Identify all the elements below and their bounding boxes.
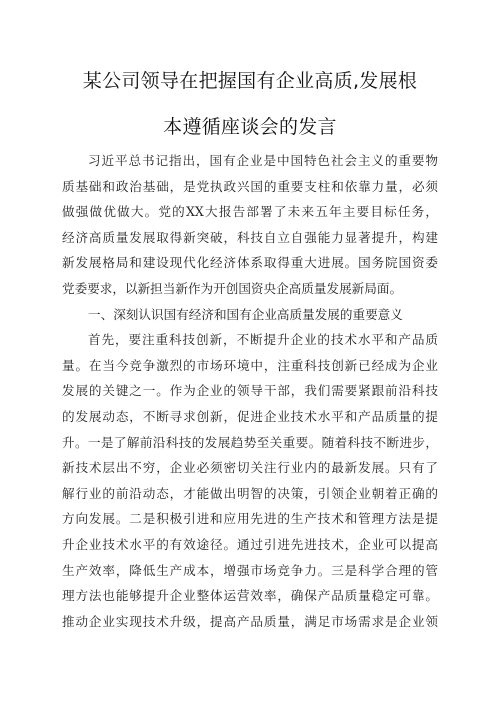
body-line: 的发展动态，不断寻求创新，促进企业技术水平和产品质量的提 <box>62 408 438 424</box>
body-line: 做强做优做大。党的XX大报告部署了未来五年主要目标任务， <box>62 204 438 220</box>
document-body <box>62 148 438 634</box>
body-line: 经济高质量发展取得新突破，科技自立自强能力显著提升，构建 <box>62 229 438 245</box>
body-line: 质基础和政治基础，是党执政兴国的重要支柱和依靠力量，必须 <box>62 178 438 194</box>
body-line: 升。一是了解前沿科技的发展趋势至关重要。随着科技不断进步， <box>62 434 438 450</box>
body-line: 习近平总书记指出，国有企业是中国特色社会主义的重要物 <box>88 153 438 168</box>
body-line: 新技术层出不穷，企业必须密切关注行业内的最新发展。只有了 <box>62 460 438 476</box>
body-line: 新发展格局和建设现代化经济体系取得重大进展。国务院国资委 <box>62 255 438 271</box>
body-line: 方向发展。二是积极引进和应用先进的生产技术和管理方法是提 <box>62 511 438 527</box>
body-line: 生产效率，降低生产成本，增强市场竞争力。三是科学合理的管 <box>62 562 438 578</box>
body-line: 解行业的前沿动态，才能做出明智的决策，引领企业朝着正确的 <box>62 485 438 501</box>
body-line: 党委要求，以新担当新作为开创国资央企高质量发展新局面。 <box>62 280 403 296</box>
body-line: 量。在当今竞争激烈的市场环境中，注重科技创新已经成为企业 <box>62 357 438 373</box>
body-line: 首先，要注重科技创新，不断提升企业的技术水平和产品质 <box>88 332 438 348</box>
document-title-line-2: 本遵循座谈会的发言 <box>163 116 337 138</box>
section-heading: 一、深刻认识国有经济和国有企业高质量发展的重要意义 <box>88 306 403 322</box>
body-line: 理方法也能够提升企业整体运营效率，确保产品质量稳定可靠。 <box>62 588 438 604</box>
document-title-line-1: 某公司领导在把握国有企业高质,发展根 <box>82 70 418 92</box>
body-line: 升企业技术水平的有效途径。通过引进先进技术，企业可以提高 <box>62 536 438 552</box>
body-line: 推动企业实现技术升级，提高产品质量，满足市场需求是企业领 <box>62 613 438 629</box>
body-line: 发展的关键之一。作为企业的领导干部，我们需要紧跟前沿科技 <box>62 383 438 399</box>
